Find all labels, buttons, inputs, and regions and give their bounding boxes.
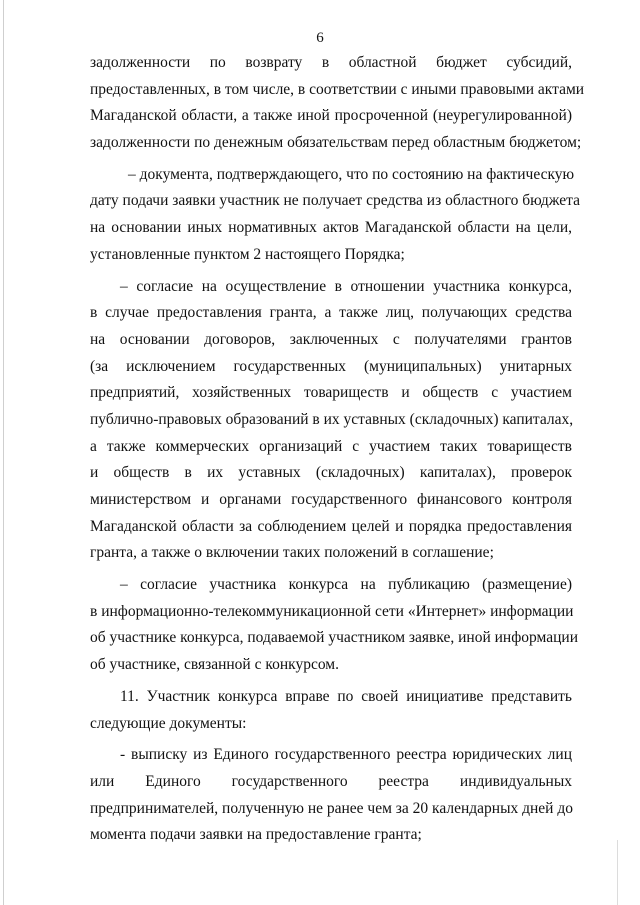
paragraph-debt-continuation <box>90 50 585 157</box>
text-line: или Единого государственного реестра индивидуальных <box>90 772 572 790</box>
text-line: дату подачи заявки участник не получает средства из областного бюджета <box>90 192 581 210</box>
text-line: министерством и органами государственного финансового контроля <box>90 491 572 508</box>
text-line: об участнике, связанной с конкурсом. <box>90 656 339 674</box>
text-line: об участнике конкурса, подаваемой участником заявке, иной информации <box>90 629 578 647</box>
text-line: 11. Участник конкурса вправе по своей инициативе представить <box>120 687 572 705</box>
text-line: - выписку из Единого государственного реестра юридических лиц <box>120 746 572 764</box>
scan-edge-right <box>617 840 618 905</box>
paragraph-consent-inspection <box>90 274 572 568</box>
text-line: публично-правовых образований в их уставных (складочных) капиталах, <box>90 410 574 428</box>
document-body <box>90 50 585 849</box>
text-line: – согласие на осуществление в отношении участника конкурса, <box>120 277 572 295</box>
text-line: на основании договоров, заключенных с получателями грантов <box>90 330 572 348</box>
text-line: и обществ в их уставных (складочных) капиталах), проверок <box>90 464 572 482</box>
text-line: а также коммерческих организаций с участием таких товариществ <box>90 437 572 455</box>
text-line: – согласие участника конкурса на публикацию (размещение) <box>120 576 572 594</box>
scan-edge-left <box>3 0 4 905</box>
paragraph-clause-11 <box>90 684 572 737</box>
text-line: Магаданской области за соблюдением целей и порядка предоставления <box>90 517 572 535</box>
paragraph-consent-publication <box>90 572 578 679</box>
text-line: установленные пунктом 2 настоящего Порядка; <box>90 245 405 263</box>
paragraph-document-funding <box>90 162 581 269</box>
text-line: момента подачи заявки на предоставление гранта; <box>90 826 422 844</box>
text-line: предпринимателей, полученную не ранее чем за 20 календарных дней до <box>90 799 573 817</box>
text-line: Магаданской области, а также иной просроченной (неурегулированной) <box>90 107 572 125</box>
text-line: в случае предоставления гранта, а также лиц, получающих средства <box>90 304 572 322</box>
text-line: – документа, подтверждающего, что по состоянию на фактическую <box>128 165 575 183</box>
text-line: (за исключением государственных (муниципальных) унитарных <box>90 357 572 375</box>
text-line: предприятий, хозяйственных товариществ и обществ с участием <box>90 384 572 402</box>
page-number: 6 <box>316 30 324 46</box>
text-line: следующие документы: <box>90 714 247 732</box>
paragraph-registry-extract <box>90 742 572 849</box>
text-line: в информационно-телекоммуникационной сети «Интернет» информации <box>90 602 574 620</box>
text-line: предоставленных, в том числе, в соответствии с иными правовыми актами <box>90 80 585 98</box>
text-line: на основании иных нормативных актов Магаданской области на цели, <box>90 219 572 237</box>
text-line: задолженности по денежным обязательствам перед областным бюджетом; <box>90 134 582 152</box>
text-line: гранта, а также о включении таких положений в соглашение; <box>90 544 494 562</box>
text-line: задолженности по возврату в областной бюджет субсидий, <box>90 54 572 71</box>
